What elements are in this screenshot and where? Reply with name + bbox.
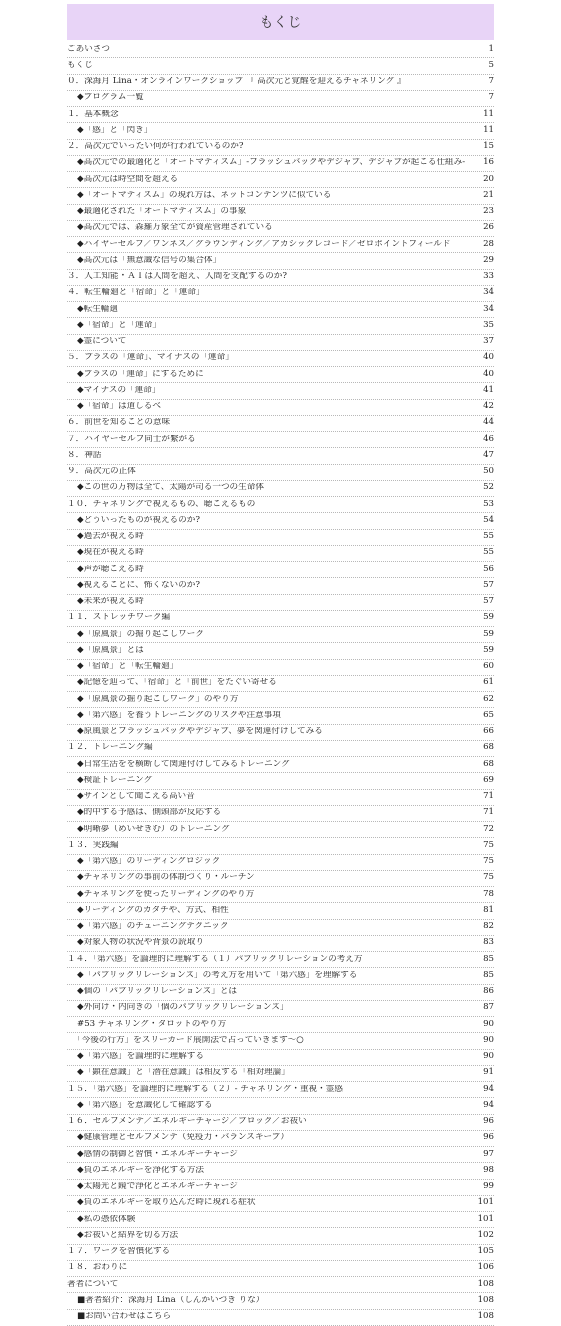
toc-entry-title: ◆未来が視える時 — [77, 597, 144, 607]
toc-entry[interactable] — [67, 107, 494, 123]
toc-entry-title: ◆明晰夢（めいせきむ）のトレーニング — [77, 824, 230, 834]
toc-entry[interactable] — [67, 578, 494, 594]
toc-entry[interactable] — [67, 708, 494, 724]
toc-entry-title: ◆原風景とフラッシュバックやデジャブ、夢を関連付けしてみる — [77, 727, 323, 737]
toc-entry[interactable] — [67, 822, 494, 838]
toc-entry[interactable] — [67, 1196, 494, 1212]
toc-entry-page-number: 54 — [483, 514, 494, 525]
toc-entry[interactable] — [67, 1050, 494, 1066]
toc-entry-page-number: 37 — [483, 336, 494, 347]
toc-entry-page-number: 59 — [483, 628, 494, 639]
toc-entry-page-number: 78 — [483, 888, 494, 899]
toc-entry-page-number: 85 — [483, 953, 494, 964]
toc-entry-title: ◆高次元では、森羅万象全てが資産管理されている — [77, 223, 273, 233]
toc-entry-title: １５．「第六感」を論理的に理解する（２）- チャネリング・重視・霊感 — [67, 1084, 343, 1094]
toc-entry[interactable] — [67, 416, 494, 432]
toc-entry-title: ◆高次元は時空間を超える — [77, 174, 179, 184]
toc-entry-page-number: 21 — [483, 189, 494, 200]
toc-entry-title: ◆「パブリックリレーションズ」の考え方を用いて「第六感」を理解する — [77, 970, 358, 980]
toc-entry-page-number: 86 — [483, 986, 494, 997]
toc-entry-page-number: 72 — [483, 823, 494, 834]
toc-entry[interactable] — [67, 903, 494, 919]
toc-entry-page-number: 59 — [483, 644, 494, 655]
toc-entry-title: ５．プラスの「運命」、マイナスの「運命」 — [67, 353, 234, 363]
toc-entry-title: ７．ハイヤーセルフ同士が繋がる — [67, 434, 196, 444]
toc-entry-title: ◆マイナスの「運命」 — [77, 385, 161, 395]
toc-entry-page-number: 83 — [483, 937, 494, 948]
toc-entry-title: ◆プログラム一覧 — [77, 93, 144, 103]
toc-entry-title: ◆健康管理とセルフメンテ（免疫力・バランスキープ） — [77, 1133, 289, 1143]
toc-entry[interactable] — [67, 156, 494, 172]
toc-entry-title: 「今後の行方」をスリーカード展開法で占っていきます～○ — [73, 1035, 304, 1045]
toc-entry-title: ◆リーディングのカタチや、方式、相性 — [77, 905, 229, 915]
toc-entry[interactable] — [67, 968, 494, 984]
toc-entry-page-number: 44 — [483, 417, 494, 428]
toc-entry-page-number: 57 — [483, 596, 494, 607]
toc-entry-title: １．基本概念 — [67, 109, 119, 119]
toc-entry-page-number: 34 — [483, 303, 494, 314]
toc-entry-title: ◆お祓いと結界を切る方法 — [77, 1230, 179, 1240]
toc-entry[interactable] — [67, 806, 494, 822]
toc-entry[interactable] — [67, 643, 494, 659]
toc-entry-title: ◆高次元での最適化と「オートマティスム」-フラッシュバックやデジャブ、デジャブが起こる仕組み- — [77, 158, 466, 168]
toc-entry[interactable] — [67, 205, 494, 221]
toc-entry[interactable] — [67, 887, 494, 903]
toc-entry-page-number: 42 — [483, 401, 494, 412]
toc-entry-title: #53 チャネリング・タロットのやり方 — [77, 1019, 227, 1029]
toc-entry-page-number: 55 — [483, 531, 494, 542]
toc-entry[interactable] — [67, 123, 494, 139]
toc-entry[interactable] — [67, 725, 494, 741]
toc-entry-title: 著者について — [67, 1279, 119, 1289]
toc-entry-title: ◆「原風景」の掘り起こしワーク — [77, 629, 204, 639]
toc-entry[interactable] — [67, 1293, 494, 1309]
toc-entry-page-number: 101 — [477, 1213, 494, 1224]
toc-entry[interactable] — [67, 1017, 494, 1033]
toc-entry[interactable] — [67, 1245, 494, 1261]
toc-entry-title: ６．前世を知ることの意味 — [67, 418, 171, 428]
toc-entry-page-number: 97 — [483, 1148, 494, 1159]
toc-entry-page-number: 98 — [483, 1164, 494, 1175]
toc-entry[interactable] — [67, 237, 494, 253]
toc-entry[interactable] — [67, 741, 494, 757]
toc-entry-page-number: 55 — [483, 547, 494, 558]
toc-entry-page-number: 105 — [477, 1246, 494, 1257]
toc-entry-page-number: 91 — [483, 1067, 494, 1078]
toc-entry[interactable] — [67, 1082, 494, 1098]
toc-entry-page-number: 28 — [483, 238, 494, 249]
toc-entry-title: ◆記憶を辿って、「宿命」と「前世」をたぐい寄せる — [77, 678, 277, 688]
toc-entry-page-number: 59 — [483, 612, 494, 623]
toc-entry[interactable] — [67, 513, 494, 529]
toc-entry[interactable] — [67, 838, 494, 854]
toc-entry[interactable] — [67, 335, 494, 351]
toc-entry-page-number: 87 — [483, 1002, 494, 1013]
toc-entry-title: ◆ハイヤーセルフ／ワンネス／グラウンディング／アカシックレコード／ゼロポイントフィールド — [77, 239, 451, 249]
toc-entry-title: １２．トレーニング編 — [67, 743, 153, 753]
toc-entry-title: ◆プラスの「運命」にするために — [77, 369, 204, 379]
toc-entry[interactable] — [67, 562, 494, 578]
toc-entry-title: ３．人工知能・ＡＩは人間を超え、人間を支配するのか? — [67, 272, 287, 282]
toc-entry-page-number: 50 — [483, 466, 494, 477]
toc-entry[interactable] — [67, 676, 494, 692]
toc-entry[interactable] — [67, 465, 494, 481]
toc-entry-page-number: 47 — [483, 449, 494, 460]
toc-entry-title: １４．「第六感」を論理的に理解する（１）パブリックリレーションの考え方 — [67, 954, 363, 964]
toc-entry-title: １８．おわりに — [67, 1263, 128, 1273]
toc-entry-page-number: 96 — [483, 1132, 494, 1143]
toc-entry[interactable] — [67, 42, 494, 58]
toc-entry[interactable] — [67, 611, 494, 627]
toc-entry[interactable] — [67, 692, 494, 708]
toc-entry-title: １０．チャネリングで視えるもの、聴こえるもの — [67, 499, 256, 509]
toc-entry-page-number: 26 — [483, 222, 494, 233]
toc-entry[interactable] — [67, 58, 494, 74]
toc-entry-title: ◆サインとして聞こえる高い音 — [77, 792, 195, 802]
toc-entry[interactable] — [67, 367, 494, 383]
toc-entry-page-number: 81 — [483, 904, 494, 915]
toc-entry[interactable] — [67, 1098, 494, 1114]
toc-entry[interactable] — [67, 1310, 494, 1326]
toc-entry[interactable] — [67, 871, 494, 887]
toc-entry-page-number: 40 — [483, 352, 494, 363]
toc-entry[interactable] — [67, 936, 494, 952]
toc-entry-page-number: 7 — [488, 76, 494, 87]
toc-entry-page-number: 15 — [483, 141, 494, 152]
toc-entry-page-number: 41 — [483, 384, 494, 395]
toc-entry-title: ◆「宿命」と「運命」 — [77, 320, 161, 330]
toc-entry-title: ◆この世の万物は全て、太陽が司る一つの生命体 — [77, 483, 264, 493]
toc-entry[interactable] — [67, 660, 494, 676]
toc-entry[interactable] — [67, 1212, 494, 1228]
toc-entry-title: ０．深海月 Lina・オンラインワークショップ 『 高次元と覚醒を迎えるチャネリング 』 — [67, 77, 406, 87]
toc-entry[interactable] — [67, 318, 494, 334]
toc-entry-page-number: 106 — [477, 1262, 494, 1273]
toc-title: もくじ — [67, 4, 494, 40]
toc-entry[interactable] — [67, 790, 494, 806]
toc-entry-title: ◆現在が視える時 — [77, 548, 144, 558]
toc-entry-title: ◆日常生活をを横断して関連付けしてみるトレーニング — [77, 759, 290, 769]
toc-entry-title: １１．ストレッチワーク編 — [67, 613, 171, 623]
toc-entry-page-number: 52 — [483, 482, 494, 493]
toc-entry-title: ◆どういったものが視えるのか? — [77, 515, 200, 525]
toc-entry-page-number: 71 — [483, 807, 494, 818]
toc-entry-page-number: 90 — [483, 1051, 494, 1062]
toc-entry-page-number: 1 — [488, 43, 494, 54]
toc-entry[interactable] — [67, 1163, 494, 1179]
toc-entry-page-number: 94 — [483, 1099, 494, 1110]
toc-entry[interactable] — [67, 497, 494, 513]
toc-entry-page-number: 66 — [483, 726, 494, 737]
toc-entry-page-number: 5 — [488, 59, 494, 70]
toc-entry-title: ◆負のエネルギーを浄化する方法 — [77, 1165, 204, 1175]
toc-entry-title: ◆「感」と「閃き」 — [77, 125, 153, 135]
toc-entry-title: ◆「第六感」のチューニングテクニック — [77, 922, 229, 932]
toc-entry-title: ◆「第六感」のリーディングロジック — [77, 857, 221, 867]
toc-entry-title: ◆私の憑依体験 — [77, 1214, 136, 1224]
toc-entry[interactable] — [67, 1228, 494, 1244]
toc-entry-page-number: 68 — [483, 742, 494, 753]
toc-entry-title: ■お問い合わせはこちら — [77, 1312, 172, 1322]
toc-entry[interactable] — [67, 286, 494, 302]
toc-entry[interactable] — [67, 188, 494, 204]
toc-entry[interactable] — [67, 140, 494, 156]
toc-entry-title: ◆「原風景」とは — [77, 645, 144, 655]
toc-entry[interactable] — [67, 448, 494, 464]
toc-entry[interactable] — [67, 383, 494, 399]
toc-entry-page-number: 16 — [483, 157, 494, 168]
toc-entry-title: ◆「宿命」と「転生輪廻」 — [77, 662, 179, 672]
toc-entry[interactable] — [67, 270, 494, 286]
toc-entry[interactable] — [67, 855, 494, 871]
toc-entry-title: ◆「宿命」は道しるべ — [77, 402, 161, 412]
toc-entry[interactable] — [67, 546, 494, 562]
toc-entry-page-number: 75 — [483, 839, 494, 850]
toc-entry-title: ◆検証トレーニング — [77, 775, 153, 785]
toc-entry-page-number: 62 — [483, 693, 494, 704]
toc-entry-page-number: 99 — [483, 1181, 494, 1192]
toc-entry[interactable] — [67, 400, 494, 416]
toc-entry-page-number: 35 — [483, 319, 494, 330]
toc-entry-page-number: 108 — [477, 1278, 494, 1289]
toc-entry-title: ◆「第六感」を意識化して確認する — [77, 1100, 213, 1110]
toc-entry-page-number: 65 — [483, 709, 494, 720]
toc-entry-page-number: 68 — [483, 758, 494, 769]
toc-entry[interactable] — [67, 1115, 494, 1131]
toc-entry-title: １７．ワークを習慣化する — [67, 1247, 171, 1257]
toc-entry[interactable] — [67, 1261, 494, 1277]
toc-entry[interactable] — [67, 1131, 494, 1147]
toc-entry-title: ◆太陽光と鏡で浄化とエネルギーチャージ — [77, 1182, 238, 1192]
toc-entry[interactable] — [67, 985, 494, 1001]
toc-entry[interactable] — [67, 1001, 494, 1017]
toc-entry-page-number: 57 — [483, 579, 494, 590]
toc-entry[interactable] — [67, 1066, 494, 1082]
toc-entry-title: ◆最適化された「オートマティスム」の事象 — [77, 207, 247, 217]
toc-entry-page-number: 60 — [483, 661, 494, 672]
toc-entry-page-number: 102 — [477, 1229, 494, 1240]
toc-entry-title: ◆転生輪廻 — [77, 304, 118, 314]
toc-entry-title: ◆「第六感」を論理的に理解する — [77, 1052, 204, 1062]
toc-entry[interactable] — [67, 1277, 494, 1293]
toc-entry-title: ◆「オートマティスム」の現れ方は、ネットコンテンツに似ている — [77, 190, 332, 200]
toc-entry-title: ■著者紹介：深海月 Lina（しんかいづき りな） — [77, 1295, 265, 1305]
toc-entry-title: もくじ — [67, 60, 93, 70]
toc-entry-page-number: 34 — [483, 287, 494, 298]
toc-entry-page-number: 96 — [483, 1116, 494, 1127]
toc-entry-page-number: 71 — [483, 791, 494, 802]
toc-entry[interactable] — [67, 1180, 494, 1196]
toc-entry-page-number: 101 — [477, 1197, 494, 1208]
toc-entry-page-number: 56 — [483, 563, 494, 574]
toc-entry-title: ◆高次元は「無意識な信号の集合体」 — [77, 255, 222, 265]
toc-entry-page-number: 33 — [483, 271, 494, 282]
toc-entry-title: ◆声が聴こえる時 — [77, 564, 144, 574]
toc-entry[interactable] — [67, 172, 494, 188]
toc-entry-page-number: 53 — [483, 498, 494, 509]
toc-entry-page-number: 69 — [483, 774, 494, 785]
toc-entry-title: ◆霊について — [77, 337, 127, 347]
toc-entry-page-number: 29 — [483, 254, 494, 265]
toc-entry[interactable] — [67, 1147, 494, 1163]
toc-entry[interactable] — [67, 757, 494, 773]
toc-entry[interactable] — [67, 773, 494, 789]
toc-entry-page-number: 20 — [483, 173, 494, 184]
toc-entry-page-number: 108 — [477, 1311, 494, 1322]
toc-entry-page-number: 90 — [483, 1018, 494, 1029]
toc-entry-title: ◆負のエネルギーを取り込んだ時に現れる症状 — [77, 1198, 256, 1208]
toc-entry-title: ２．高次元でいったい何が行われているのか? — [67, 142, 244, 152]
toc-entry-page-number: 61 — [483, 677, 494, 688]
toc-entry-title: ９．高次元の正体 — [67, 467, 136, 477]
toc-entry[interactable] — [67, 91, 494, 107]
toc-entry-page-number: 75 — [483, 856, 494, 867]
toc-entry-title: ◆個の「パブリックリレーションズ」とは — [77, 987, 238, 997]
toc-entry-title: ◆チャネリングの事前の体制づくり・ルーチン — [77, 873, 255, 883]
toc-entry-page-number: 40 — [483, 368, 494, 379]
toc-entry[interactable] — [67, 432, 494, 448]
toc-entry[interactable] — [67, 302, 494, 318]
toc-entry-title: ◆「原風景の掘り起こしワーク」のやり方 — [77, 694, 239, 704]
toc-entry[interactable] — [67, 920, 494, 936]
toc-entry-title: ◆過去が視える時 — [77, 532, 144, 542]
toc-entry-title: ◆チャネリングを使ったリーディングのやり方 — [77, 889, 255, 899]
toc-entry-page-number: 90 — [483, 1034, 494, 1045]
toc-entry-page-number: 75 — [483, 872, 494, 883]
toc-entry-page-number: 11 — [483, 124, 494, 135]
toc-entry[interactable] — [67, 253, 494, 269]
toc-entry[interactable] — [67, 1033, 494, 1049]
toc-entry-page-number: 46 — [483, 433, 494, 444]
toc-entry-page-number: 108 — [477, 1294, 494, 1305]
toc-entry[interactable] — [67, 530, 494, 546]
toc-entry-title: ◆外向け・内向きの「個のパブリックリレーションズ」 — [77, 1003, 289, 1013]
toc-entry-page-number: 82 — [483, 921, 494, 932]
toc-entry-page-number: 7 — [488, 92, 494, 103]
toc-entry[interactable] — [67, 351, 494, 367]
toc-entry-title: ８．神話 — [67, 450, 102, 460]
toc-entry-title: ◆「第六感」を養うトレーニングのリスクや注意事項 — [77, 710, 281, 720]
toc-entry-title: ４．転生輪廻と「宿命」と「運命」 — [67, 288, 205, 298]
toc-entry-page-number: 23 — [483, 206, 494, 217]
toc-entry[interactable] — [67, 627, 494, 643]
toc-entry-title: ◆視えることに、怖くないのか? — [77, 580, 200, 590]
toc-entry-title: ◆感情の制御と習慣・エネルギーチャージ — [77, 1149, 238, 1159]
toc-entry-title: ◆的中する予感は、側頭部が反応する — [77, 808, 222, 818]
toc-list — [67, 42, 494, 1326]
toc-entry-page-number: 85 — [483, 969, 494, 980]
toc-entry[interactable] — [67, 221, 494, 237]
toc-entry-title: １６．セルフメンテ／エネルギーチャージ／ブロック／お祓い — [67, 1117, 307, 1127]
toc-entry-title: ◆「顕在意識」と「潜在意識」は相反する「相対理論」 — [77, 1068, 290, 1078]
toc-entry-title: １３．実践編 — [67, 840, 119, 850]
toc-entry[interactable] — [67, 75, 494, 91]
toc-entry-title: ごあいさつ — [67, 44, 110, 54]
toc-entry[interactable] — [67, 481, 494, 497]
toc-entry-title: ◆対象人物の状況や背景の読取り — [77, 938, 204, 948]
toc-entry-page-number: 94 — [483, 1083, 494, 1094]
toc-entry[interactable] — [67, 595, 494, 611]
toc-entry[interactable] — [67, 952, 494, 968]
toc-entry-page-number: 11 — [483, 108, 494, 119]
